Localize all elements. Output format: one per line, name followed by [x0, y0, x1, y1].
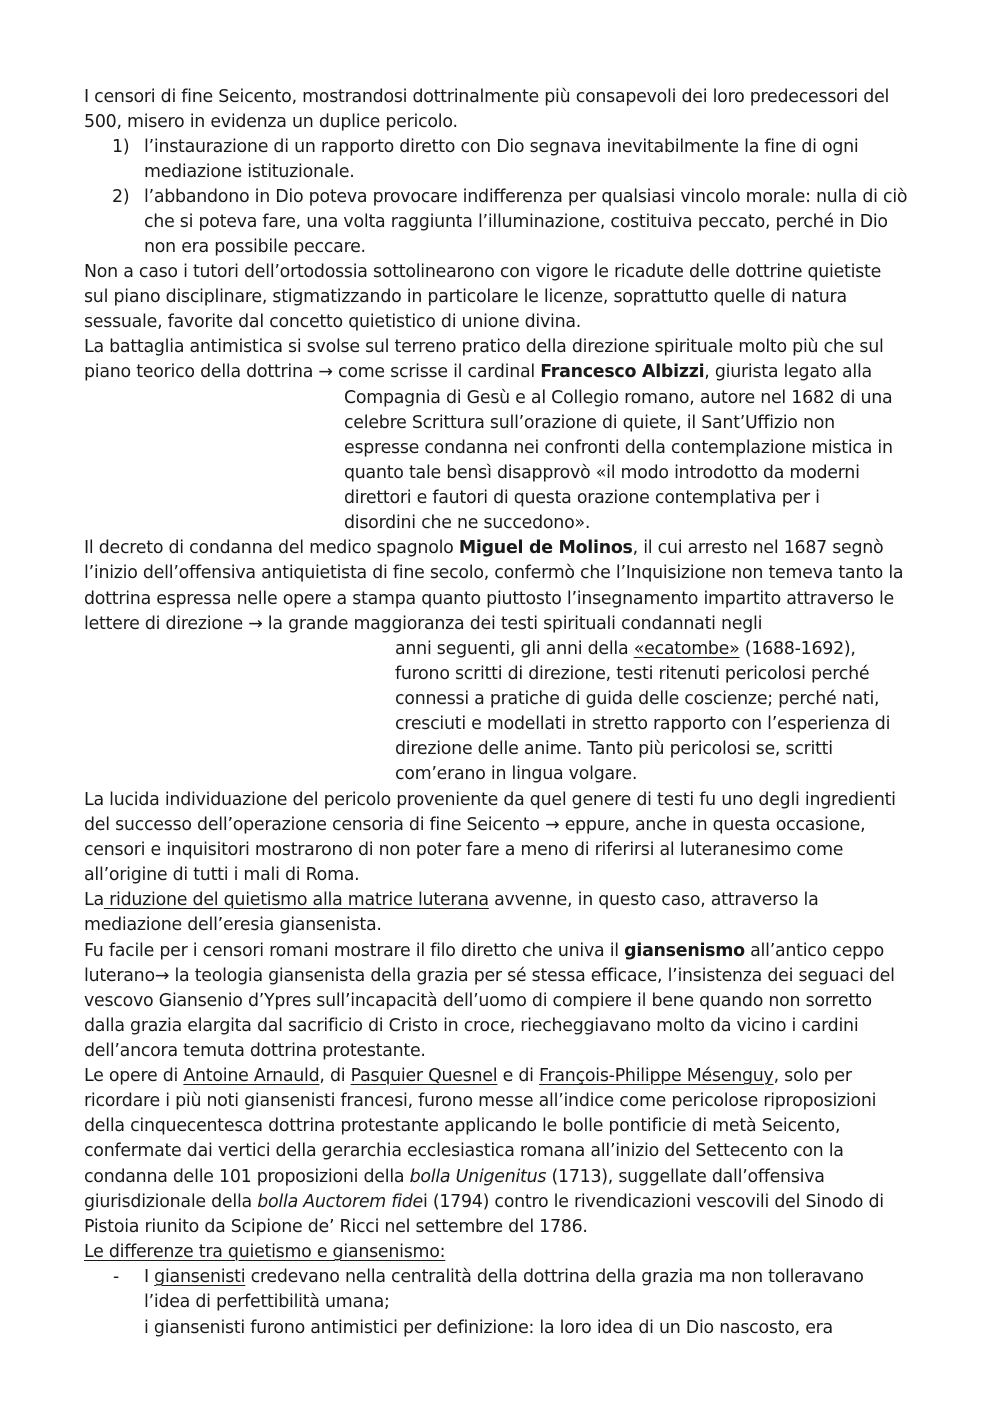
text-span: condanna delle 101 proposizioni della — [84, 1167, 410, 1187]
text-line: Non a caso i tutori dell’ortodossia sottolinearono con vigore le ricadute delle dottrine quietiste — [84, 262, 882, 282]
text-span: I — [144, 1267, 155, 1287]
text-span: e di — [497, 1066, 540, 1086]
text-span: , solo per — [773, 1066, 852, 1086]
section-heading: Le differenze tra quietismo e giansenismo: — [84, 1242, 446, 1262]
text-span: credevano nella centralità della dottrina della grazia ma non tolleravano — [245, 1267, 864, 1287]
text-line: mediazione dell’eresia giansenista. — [84, 915, 382, 935]
text-line: l’inizio dell’offensiva antiquietista di fine secolo, confermò che l’Inquisizione non temeva tanto la — [84, 563, 904, 583]
text-line: dottrina espressa nelle opere a stampa quanto piuttosto l’insegnamento impartito attraverso le — [84, 589, 894, 609]
italic-title: bolla Auctorem fide — [257, 1192, 423, 1212]
indented-line: cresciuti e modellati in stretto rapporto con l’esperienza di — [395, 714, 891, 734]
text-line — [84, 1190, 884, 1215]
mesenguy-link[interactable]: François-Philippe Mésenguy — [539, 1066, 774, 1086]
text-line — [84, 888, 818, 913]
text-span: avvenne, in questo caso, attraverso la — [488, 890, 819, 910]
text-span: , il cui arresto nel 1687 segnò — [632, 538, 884, 558]
indented-line: com’erano in lingua volgare. — [395, 764, 638, 784]
list-item-line: i giansenisti furono antimistici per definizione: la loro idea di un Dio nascosto, era — [144, 1318, 833, 1338]
list-item-line: non era possibile peccare. — [144, 237, 366, 257]
giansenisti-link[interactable]: giansenisti — [154, 1267, 246, 1287]
indented-line: direzione delle anime. Tanto più pericolosi se, scritti — [395, 739, 833, 759]
text-span: , giurista legato alla — [704, 362, 872, 382]
riduzione-link[interactable]: riduzione del quietismo alla matrice luterana — [103, 890, 489, 910]
text-line: sul piano disciplinare, stigmatizzando in particolare le licenze, soprattutto quelle di natura — [84, 287, 847, 307]
text-line: I censori di fine Seicento, mostrandosi dottrinalmente più consapevoli dei loro predecessori del — [84, 87, 890, 107]
indented-line: celebre Scrittura sull’orazione di quiete, il Sant’Uffizio non — [344, 413, 835, 433]
text-span: Il decreto di condanna del medico spagnolo — [84, 538, 459, 558]
text-line: censori e inquisitori mostrarono di non poter fare a meno di riferirsi al luteranesimo come — [84, 840, 844, 860]
text-line — [84, 360, 872, 385]
text-span: (1713), suggellate dall’offensiva — [546, 1167, 825, 1187]
quesnel-link[interactable]: Pasquier Quesnel — [350, 1066, 498, 1086]
text-line: lettere di direzione → la grande maggioranza dei testi spirituali condannati negli — [84, 614, 763, 634]
text-span: Fu facile per i censori romani mostrare il filo diretto che univa il — [84, 941, 625, 961]
list-item-line: mediazione istituzionale. — [144, 162, 355, 182]
text-line: all’origine di tutti i mali di Roma. — [84, 865, 360, 885]
list-item-line: l’idea di perfettibilità umana; — [144, 1292, 390, 1312]
list-number: 2) — [112, 187, 130, 207]
text-line: Pistoia riunito da Scipione de’ Ricci nel settembre del 1786. — [84, 1217, 588, 1237]
text-span: (1688-1692), — [739, 639, 856, 659]
bold-name: Francesco Albizzi — [540, 362, 705, 382]
text-line: ricordare i più noti giansenisti francesi, furono messe all’indice come pericolose riproposizioni — [84, 1091, 877, 1111]
text-line — [84, 939, 884, 964]
text-span: , di — [319, 1066, 351, 1086]
text-span: giurisdizionale della — [84, 1192, 258, 1212]
text-line: della cinquecentesca dottrina protestante applicando le bolle pontificie di metà Seicento, — [84, 1116, 841, 1136]
text-line — [84, 1064, 852, 1089]
text-line: luterano→ la teologia giansenista della grazia per sé stessa efficace, l’insistenza dei seguaci del — [84, 966, 895, 986]
text-span: La — [84, 890, 104, 910]
indented-line: furono scritti di direzione, testi ritenuti pericolosi perché — [395, 664, 870, 684]
text-line: sessuale, favorite dal concetto quietistico di unione divina. — [84, 312, 582, 332]
indented-line — [395, 637, 856, 662]
text-span: Le opere di — [84, 1066, 184, 1086]
bold-term: giansenismo — [624, 941, 745, 961]
text-line: 500, misero in evidenza un duplice pericolo. — [84, 112, 458, 132]
text-line: La lucida individuazione del pericolo proveniente da quel genere di testi fu uno degli ingredienti — [84, 790, 896, 810]
indented-line: direttori e fautori di questa orazione contemplativa per i — [344, 488, 820, 508]
text-line: dell’ancora temuta dottrina protestante. — [84, 1041, 426, 1061]
text-span: i (1794) contro le rivendicazioni vescovili del Sinodo di — [422, 1192, 884, 1212]
italic-title: bolla Unigenitus — [409, 1167, 547, 1187]
list-number: 1) — [112, 137, 130, 157]
bold-name: Miguel de Molinos — [458, 538, 633, 558]
indented-line: quanto tale bensì disapprovò «il modo introdotto da moderni — [344, 463, 860, 483]
text-line: La battaglia antimistica si svolse sul terreno pratico della direzione spirituale molto più che sul — [84, 337, 884, 357]
indented-line: espresse condanna nei confronti della contemplazione mistica in — [344, 438, 893, 458]
arnauld-link[interactable]: Antoine Arnauld — [183, 1066, 320, 1086]
list-item-line — [144, 1265, 864, 1290]
list-item-line: l’abbandono in Dio poteva provocare indifferenza per qualsiasi vincolo morale: nulla di ciò — [144, 187, 908, 207]
text-span: piano teorico della dottrina → come scrisse il cardinal — [84, 362, 541, 382]
text-line: dalla grazia elargita dal sacrificio di Cristo in croce, riecheggiavano molto da vicino i cardini — [84, 1016, 859, 1036]
indented-line: disordini che ne succedono». — [344, 513, 591, 533]
list-bullet: - — [113, 1267, 120, 1287]
indented-line: connessi a pratiche di guida delle coscienze; perché nati, — [395, 689, 880, 709]
text-span: all’antico ceppo — [744, 941, 885, 961]
text-line — [84, 536, 883, 561]
list-item-line: che si poteva fare, una volta raggiunta l’illuminazione, costituiva peccato, perché in Dio — [144, 212, 888, 232]
indented-line: Compagnia di Gesù e al Collegio romano, autore nel 1682 di una — [344, 388, 893, 408]
text-span: anni seguenti, gli anni della — [395, 639, 634, 659]
ecatombe-link[interactable]: «ecatombe» — [633, 639, 740, 659]
text-line: del successo dell’operazione censoria di fine Seicento → eppure, anche in questa occasione, — [84, 815, 866, 835]
text-line — [84, 1165, 825, 1190]
text-line: vescovo Giansenio d’Ypres sull’incapacità dell’uomo di compiere il bene quando non sorretto — [84, 991, 872, 1011]
list-item-line: l’instaurazione di un rapporto diretto con Dio segnava inevitabilmente la fine di ogni — [144, 137, 859, 157]
text-line: confermate dai vertici della gerarchia ecclesiastica romana all’inizio del Settecento con la — [84, 1141, 844, 1161]
